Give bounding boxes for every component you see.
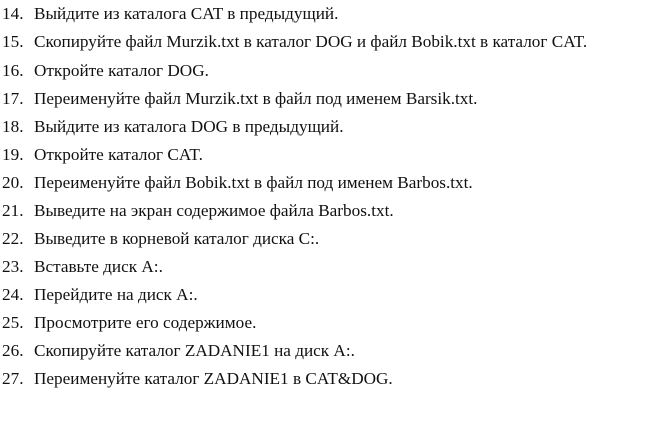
- item-number: 19.: [2, 145, 24, 164]
- item-text: Выведите в корневой каталог диска C:.: [34, 229, 320, 248]
- item-text: Перейдите на диск A:.: [34, 285, 198, 304]
- item-text: Откройте каталог DOG.: [34, 61, 209, 80]
- item-number: 21.: [2, 201, 24, 220]
- list-item-20: [0, 169, 649, 197]
- item-number: 14.: [2, 4, 24, 23]
- list-item-15: [0, 28, 649, 57]
- item-number: 16.: [2, 61, 24, 80]
- list-item-14: [0, 0, 649, 28]
- item-number: 18.: [2, 117, 24, 136]
- list-item-27: [0, 365, 649, 393]
- list-item-23: [0, 253, 649, 281]
- item-text: Откройте каталог CAT.: [34, 145, 203, 164]
- item-number: 17.: [2, 89, 24, 108]
- list-item-24: [0, 281, 649, 309]
- list-item-21: [0, 197, 649, 225]
- item-number: 23.: [2, 257, 24, 276]
- list-item-19: [0, 141, 649, 169]
- item-text: Переименуйте каталог ZADANIE1 в CAT&DOG.: [34, 369, 393, 388]
- item-text: Скопируйте каталог ZADANIE1 на диск A:.: [34, 341, 355, 360]
- list-item-18: [0, 113, 649, 141]
- list-item-22: [0, 225, 649, 253]
- item-text: Выйдите из каталога CAT в предыдущий.: [34, 4, 339, 23]
- list-item-16: [0, 57, 649, 85]
- item-number: 26.: [2, 341, 24, 360]
- item-number: 20.: [2, 173, 24, 192]
- item-number: 22.: [2, 229, 24, 248]
- item-text: Выйдите из каталога DOG в предыдущий.: [34, 117, 344, 136]
- item-text: Переименуйте файл Bobik.txt в файл под именем Barbos.txt.: [34, 173, 473, 192]
- item-number: 27.: [2, 369, 24, 388]
- item-text: Просмотрите его содержимое.: [34, 313, 257, 332]
- item-text: Выведите на экран содержимое файла Barbos.txt.: [34, 201, 394, 220]
- item-number: 24.: [2, 285, 24, 304]
- item-number: 15.: [2, 32, 24, 51]
- list-item-26: [0, 337, 649, 365]
- list-item-25: [0, 309, 649, 337]
- item-text: Вставьте диск A:.: [34, 257, 163, 276]
- list-item-17: [0, 85, 649, 113]
- item-text: Скопируйте файл Murzik.txt в каталог DOG и файл Bobik.txt в каталог CAT.: [34, 32, 588, 51]
- item-number: 25.: [2, 313, 24, 332]
- item-text: Переименуйте файл Murzik.txt в файл под именем Barsik.txt.: [34, 89, 478, 108]
